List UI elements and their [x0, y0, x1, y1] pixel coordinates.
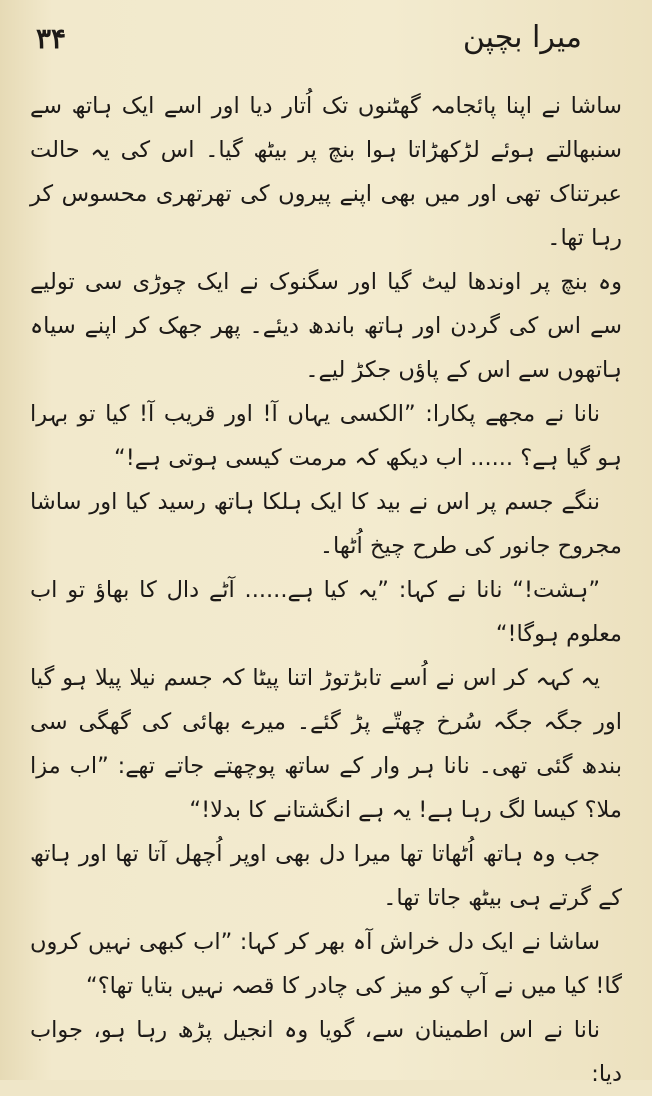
paragraph: ”ہشت!“ نانا نے کہا: ”یہ کیا ہے...... آٹے دال کا بھاؤ تو اب معلوم ہوگا!“ [30, 577, 622, 647]
running-head: میرا بچپن [462, 20, 582, 55]
paragraph: جب وہ ہاتھ اُٹھاتا تھا میرا دل بھی اوپر اُچھل آتا تھا اور ہاتھ کے گرتے ہی بیٹھ جاتا تھا۔ [30, 841, 622, 911]
paragraph: نانا نے مجھے پکارا: ”الکسی یہاں آ! اور قریب آ! کیا تو بہرا ہو گیا ہے؟ ...... اب دیکھ کہ مرمت کیسی ہوتی ہے!“ [30, 401, 622, 471]
paragraph: وہ بنچ پر اوندھا لیٹ گیا اور سگنوک نے ایک چوڑی سی تولیے سے اس کی گردن اور ہاتھ باندھ دیئے۔ پھر جھک کر اپنے سیاہ ہاتھوں سے اس کے پاؤں جکڑ لیے۔ [30, 269, 622, 383]
paragraph: ساشا نے اپنا پائجامہ گھٹنوں تک اُتار دیا اور اسے ایک ہاتھ سے سنبھالتے ہوئے لڑکھڑاتا ہوا بنچ پر بیٹھ گیا۔ اس کی یہ حالت عبرتناک تھی اور میں بھی اپنے پیروں کی تھرتھری محسوس کر رہا تھا۔ [30, 93, 622, 251]
paragraph: ننگے جسم پر اس نے بید کا ایک ہلکا ہاتھ رسید کیا اور ساشا مجروح جانور کی طرح چیخ اُٹھا۔ [30, 489, 622, 559]
paragraph: یہ کہہ کر اس نے اُسے تابڑتوڑ اتنا پیٹا کہ جسم نیلا پیلا ہو گیا اور جگہ جگہ سُرخ چھتّے پڑ گئے۔ میرے بھائی کی گھگی سی بندھ گئی تھی۔ نانا ہر وار کے ساتھ پوچھتے جاتے تھے: ”اب مزا ملا؟ کیسا لگ رہا ہے! یہ ہے انگشتانے کا بدلا!“ [30, 665, 622, 823]
page-body [30, 84, 622, 1096]
paragraph: ساشا نے ایک دل خراش آہ بھر کر کہا: ”اب کبھی نہیں کروں گا! کیا میں نے آپ کو میز کی چادر کا قصہ نہیں بتایا تھا؟“ [30, 929, 622, 999]
page-number: ۳۴ [36, 22, 67, 55]
paragraph: نانا نے اس اطمینان سے، گویا وہ انجیل پڑھ رہا ہو، جواب دیا: [30, 1017, 622, 1087]
page-header [30, 14, 622, 66]
